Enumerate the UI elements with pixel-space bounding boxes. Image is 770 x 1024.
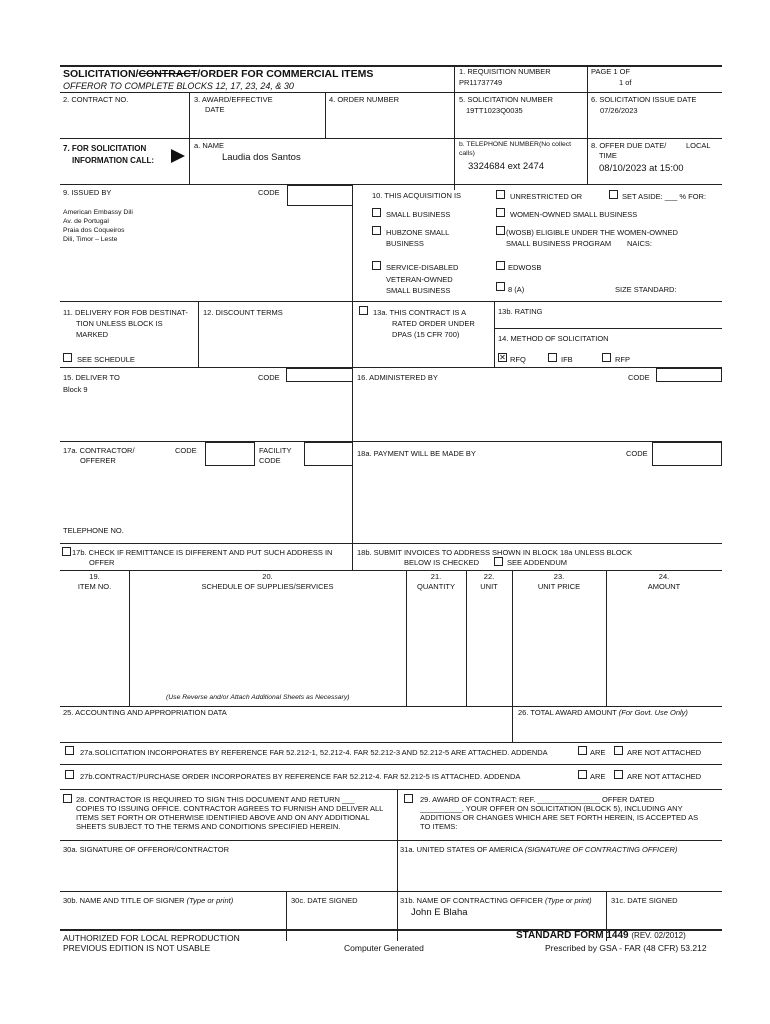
issuer-address-line: Praia dos Coqueiros bbox=[63, 227, 125, 234]
rfp-checkbox[interactable] bbox=[602, 353, 611, 362]
administered-by-label: 16. ADMINISTERED BY bbox=[357, 373, 438, 382]
col-header-num: 19. bbox=[89, 572, 100, 581]
rating-label: 13b. RATING bbox=[498, 307, 543, 316]
officer-name-value[interactable]: John E Blaha bbox=[411, 907, 468, 918]
date-signed-30c-label: 30c. DATE SIGNED bbox=[291, 896, 358, 905]
issue-date-label: 6. SOLICITATION ISSUE DATE bbox=[591, 95, 697, 104]
usa-signature-label: 31a. UNITED STATES OF AMERICA (SIGNATURE OF CONTRACTING OFFICER) bbox=[400, 845, 678, 854]
rated-order-checkbox[interactable] bbox=[359, 306, 368, 315]
size-standard-label: SIZE STANDARD: bbox=[615, 285, 677, 294]
col-header-unit: UNIT bbox=[480, 582, 498, 591]
submit-invoices-label: 18b. SUBMIT INVOICES TO ADDRESS SHOWN IN BLOCK 18a UNLESS BLOCK bbox=[357, 548, 633, 557]
method-label: 14. METHOD OF SOLICITATION bbox=[498, 334, 609, 343]
telephone-value[interactable]: 3324684 ext 2474 bbox=[468, 161, 545, 172]
addenda-are-checkbox-a[interactable] bbox=[578, 746, 587, 755]
hubzone-checkbox[interactable] bbox=[372, 226, 381, 235]
col-header-num: 24. bbox=[658, 572, 670, 581]
see-schedule-checkbox[interactable] bbox=[63, 353, 72, 362]
contractor-sign-checkbox[interactable] bbox=[63, 794, 72, 803]
delivery-fob-label: 11. DELIVERY FOR FOB DESTINAT- bbox=[63, 308, 188, 317]
form-title: SOLICITATION/CONTRACT/ORDER FOR COMMERCIAL ITEMS bbox=[63, 68, 374, 80]
discount-terms-label: 12. DISCOUNT TERMS bbox=[203, 308, 283, 317]
solicitation-number-label: 5. SOLICITATION NUMBER bbox=[459, 95, 553, 104]
admin-code-field[interactable] bbox=[656, 368, 722, 382]
offeror-signature-label: 30a. SIGNATURE OF OFFEROR/CONTRACTOR bbox=[63, 845, 229, 854]
addenda-are-not-checkbox-b[interactable] bbox=[614, 770, 623, 779]
rfq-checkbox[interactable]: ✕ bbox=[499, 353, 506, 362]
contractor-label: 17a. CONTRACTOR/ bbox=[63, 446, 135, 455]
naics-label: NAICS: bbox=[627, 239, 653, 248]
contact-name-label: a. NAME bbox=[194, 141, 225, 150]
contact-name-value[interactable]: Laudia dos Santos bbox=[222, 152, 301, 163]
women-owned-checkbox[interactable] bbox=[496, 208, 505, 217]
offer-due-value[interactable]: 08/10/2023 at 15:00 bbox=[599, 163, 684, 174]
unrestricted-checkbox[interactable] bbox=[496, 190, 505, 199]
facility-code-field[interactable] bbox=[304, 442, 353, 466]
wosb-checkbox[interactable] bbox=[496, 226, 505, 235]
col-header-num: 21. bbox=[430, 572, 442, 581]
solicitation-number-value: 19TT1023Q0035 bbox=[466, 106, 523, 115]
payment-label: 18a. PAYMENT WILL BE MADE BY bbox=[357, 449, 476, 458]
issuer-address-line: Av. de Portugal bbox=[63, 218, 109, 225]
officer-name-label: 31b. NAME OF CONTRACTING OFFICER (Type or print) bbox=[400, 896, 592, 905]
remittance-checkbox[interactable] bbox=[62, 547, 71, 556]
accounting-label: 25. ACCOUNTING AND APPROPRIATION DATA bbox=[63, 708, 227, 717]
date-signed-31c-label: 31c. DATE SIGNED bbox=[611, 896, 678, 905]
issuer-address-line: Dili, Timor – Leste bbox=[63, 236, 118, 243]
issue-date-value: 07/26/2023 bbox=[600, 106, 638, 115]
award-contract-checkbox[interactable] bbox=[404, 794, 413, 803]
arrow-right-icon bbox=[170, 148, 186, 164]
signer-name-label: 30b. NAME AND TITLE OF SIGNER (Type or print) bbox=[63, 896, 234, 905]
contractor-code-field[interactable] bbox=[205, 442, 255, 466]
col-header-num: 23. bbox=[553, 572, 565, 581]
footer-prescribed: Prescribed by GSA - FAR (48 CFR) 53.212 bbox=[545, 943, 707, 953]
requisition-label: 1. REQUISITION NUMBER bbox=[459, 67, 551, 76]
total-award-label: 26. TOTAL AWARD AMOUNT (For Govt. Use Only) bbox=[518, 708, 688, 717]
requisition-value: PR11737749 bbox=[459, 78, 503, 87]
offer-due-label: 8. OFFER DUE DATE/ bbox=[591, 141, 667, 150]
footer-previous-edition: PREVIOUS EDITION IS NOT USABLE bbox=[63, 943, 211, 953]
deliver-to-value: Block 9 bbox=[63, 385, 88, 394]
col-header-schedule: SCHEDULE OF SUPPLIES/SERVICES bbox=[201, 582, 334, 591]
footer-authorized: AUTHORIZED FOR LOCAL REPRODUCTION bbox=[63, 933, 240, 943]
page-label: PAGE 1 OF bbox=[591, 67, 631, 76]
acquisition-label: 10. THIS ACQUISITION IS bbox=[372, 191, 462, 200]
payment-code-field[interactable] bbox=[652, 442, 722, 466]
col-header-num: 22. bbox=[483, 572, 495, 581]
footer-form-name: STANDARD FORM 1449 (REV. 02/2012) bbox=[516, 930, 686, 941]
col-header-item-no: ITEM NO. bbox=[77, 582, 112, 591]
addenda-are-checkbox-b[interactable] bbox=[578, 770, 587, 779]
small-business-checkbox[interactable] bbox=[372, 208, 381, 217]
table-note: (Use Reverse and/or Attach Additional Sheets as Necessary) bbox=[166, 694, 350, 701]
sdvosb-checkbox[interactable] bbox=[372, 261, 381, 270]
ifb-checkbox[interactable] bbox=[548, 353, 557, 362]
col-header-num: 20. bbox=[262, 572, 273, 581]
contract-far-checkbox[interactable] bbox=[65, 770, 74, 779]
solicitation-far-checkbox[interactable] bbox=[65, 746, 74, 755]
footer-generated: Computer Generated bbox=[344, 943, 424, 953]
page-value: 1 of bbox=[619, 78, 632, 87]
info-call-label: 7. FOR SOLICITATION bbox=[63, 144, 147, 153]
8a-checkbox[interactable] bbox=[496, 282, 505, 291]
col-header-unit-price: UNIT PRICE bbox=[537, 582, 581, 591]
order-number-label: 4. ORDER NUMBER bbox=[329, 95, 400, 104]
set-aside-checkbox[interactable] bbox=[609, 190, 618, 199]
issuer-address-line: American Embassy Dili bbox=[63, 209, 133, 216]
contract-no-label: 2. CONTRACT NO. bbox=[63, 95, 129, 104]
col-header-amount: AMOUNT bbox=[647, 582, 681, 591]
deliver-code-field[interactable] bbox=[286, 368, 353, 382]
form-subtitle: OFFEROR TO COMPLETE BLOCKS 12, 17, 23, 24, & 30 bbox=[63, 81, 294, 91]
telephone-label: b. TELEPHONE NUMBER(No collect bbox=[459, 141, 572, 148]
deliver-to-label: 15. DELIVER TO bbox=[63, 373, 120, 382]
award-date-label: 3. AWARD/EFFECTIVE bbox=[194, 95, 273, 104]
issued-by-label: 9. ISSUED BY bbox=[63, 188, 112, 197]
addenda-are-not-checkbox-a[interactable] bbox=[614, 746, 623, 755]
issued-code-field[interactable] bbox=[287, 185, 353, 206]
col-header-quantity: QUANTITY bbox=[417, 582, 455, 591]
see-addendum-checkbox[interactable] bbox=[494, 557, 503, 566]
telephone-no-label: TELEPHONE NO. bbox=[63, 526, 124, 535]
edwosb-checkbox[interactable] bbox=[496, 261, 505, 270]
